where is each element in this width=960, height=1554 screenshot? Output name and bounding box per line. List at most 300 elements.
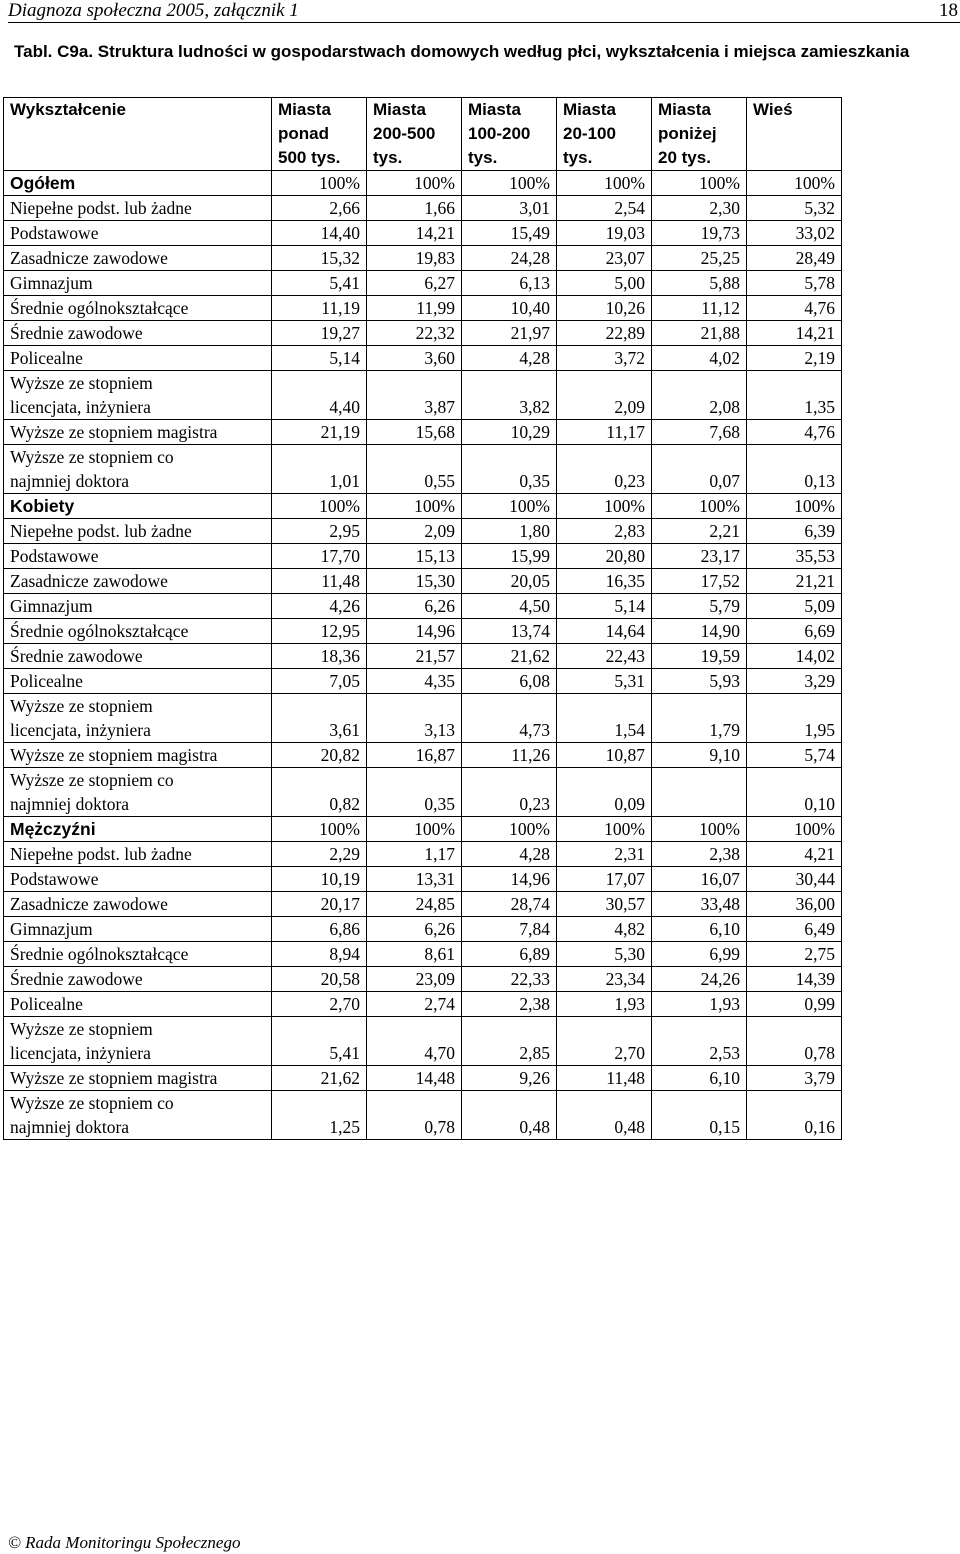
value-cell: 4,26 <box>272 594 367 619</box>
value-cell: 11,17 <box>557 420 652 445</box>
section-row <box>4 817 842 842</box>
value-cell: 3,61 <box>272 694 367 743</box>
value-cell: 0,48 <box>557 1091 652 1140</box>
row-label <box>4 420 272 445</box>
value-cell: 23,34 <box>557 967 652 992</box>
column-header-line: Miasta <box>468 100 521 119</box>
page-number: 18 <box>939 0 958 21</box>
value-cell: 2,29 <box>272 842 367 867</box>
value-cell: 2,38 <box>462 992 557 1017</box>
value-cell: 14,21 <box>747 321 842 346</box>
row-label-line: licencjata, inżyniera <box>10 720 151 740</box>
table-row <box>4 346 842 371</box>
value-cell: 20,82 <box>272 743 367 768</box>
value-cell: 5,31 <box>557 669 652 694</box>
row-label-line: Wyższe ze stopniem magistra <box>10 422 218 442</box>
row-label-line: Policealne <box>10 671 83 691</box>
value-cell: 24,26 <box>652 967 747 992</box>
row-label-line: Średnie ogólnokształcące <box>10 298 189 318</box>
value-cell: 1,01 <box>272 445 367 494</box>
value-cell: 5,14 <box>557 594 652 619</box>
value-cell: 10,40 <box>462 296 557 321</box>
value-cell: 4,35 <box>367 669 462 694</box>
section-total-cell: 100% <box>652 817 747 842</box>
table-row <box>4 669 842 694</box>
value-cell: 1,93 <box>557 992 652 1017</box>
value-cell: 2,09 <box>367 519 462 544</box>
table-row <box>4 842 842 867</box>
row-label-line: Policealne <box>10 348 83 368</box>
value-cell: 0,78 <box>747 1017 842 1066</box>
value-cell: 6,10 <box>652 1066 747 1091</box>
table-row <box>4 420 842 445</box>
table-row <box>4 1066 842 1091</box>
row-label <box>4 221 272 246</box>
section-total-cell: 100% <box>557 494 652 519</box>
table-row <box>4 371 842 420</box>
table-row <box>4 221 842 246</box>
value-cell: 16,35 <box>557 569 652 594</box>
value-cell: 5,30 <box>557 942 652 967</box>
value-cell: 4,70 <box>367 1017 462 1066</box>
value-cell: 10,26 <box>557 296 652 321</box>
column-header-line: 100-200 <box>468 124 531 143</box>
value-cell: 6,08 <box>462 669 557 694</box>
value-cell: 19,73 <box>652 221 747 246</box>
row-label-line: Niepełne podst. lub żadne <box>10 844 192 864</box>
value-cell: 5,78 <box>747 271 842 296</box>
column-header-line: poniżej <box>658 124 717 143</box>
value-cell: 3,72 <box>557 346 652 371</box>
value-cell: 2,21 <box>652 519 747 544</box>
row-label <box>4 569 272 594</box>
value-cell: 7,05 <box>272 669 367 694</box>
value-cell: 8,61 <box>367 942 462 967</box>
table-row <box>4 942 842 967</box>
value-cell: 6,39 <box>747 519 842 544</box>
table-row <box>4 321 842 346</box>
value-cell: 4,76 <box>747 420 842 445</box>
section-total-cell: 100% <box>747 494 842 519</box>
value-cell: 4,50 <box>462 594 557 619</box>
row-label <box>4 519 272 544</box>
value-cell: 17,07 <box>557 867 652 892</box>
value-cell: 0,16 <box>747 1091 842 1140</box>
value-cell: 3,79 <box>747 1066 842 1091</box>
value-cell: 2,08 <box>652 371 747 420</box>
value-cell: 15,99 <box>462 544 557 569</box>
value-cell: 16,87 <box>367 743 462 768</box>
value-cell: 14,21 <box>367 221 462 246</box>
value-cell: 23,07 <box>557 246 652 271</box>
row-label <box>4 892 272 917</box>
value-cell: 21,21 <box>747 569 842 594</box>
column-header-6 <box>747 98 842 171</box>
value-cell: 12,95 <box>272 619 367 644</box>
value-cell: 4,21 <box>747 842 842 867</box>
value-cell: 2,74 <box>367 992 462 1017</box>
value-cell: 6,69 <box>747 619 842 644</box>
table-row <box>4 271 842 296</box>
row-label-line: Gimnazjum <box>10 919 93 939</box>
value-cell: 4,73 <box>462 694 557 743</box>
value-cell: 22,89 <box>557 321 652 346</box>
value-cell: 0,35 <box>462 445 557 494</box>
table-row <box>4 867 842 892</box>
table-header-row <box>4 98 842 171</box>
value-cell: 15,49 <box>462 221 557 246</box>
column-header-5 <box>652 98 747 171</box>
row-label <box>4 619 272 644</box>
value-cell: 6,99 <box>652 942 747 967</box>
footer-copyright: © Rada Monitoringu Społecznego <box>8 1533 241 1552</box>
value-cell: 24,85 <box>367 892 462 917</box>
value-cell: 17,52 <box>652 569 747 594</box>
value-cell: 2,66 <box>272 196 367 221</box>
table-body <box>4 171 842 1140</box>
value-cell: 25,25 <box>652 246 747 271</box>
value-cell: 0,82 <box>272 768 367 817</box>
table-title: Tabl. C9a. Struktura ludności w gospodarstwach domowych według płci, wykształcenia i miejsca zamieszkania <box>14 42 910 61</box>
section-total-cell: 100% <box>272 171 367 196</box>
row-label <box>4 842 272 867</box>
row-label-line: Średnie zawodowe <box>10 646 143 666</box>
value-cell: 20,58 <box>272 967 367 992</box>
value-cell: 0,48 <box>462 1091 557 1140</box>
row-label <box>4 967 272 992</box>
value-cell: 4,02 <box>652 346 747 371</box>
section-total-cell: 100% <box>272 817 367 842</box>
value-cell: 14,90 <box>652 619 747 644</box>
value-cell: 18,36 <box>272 644 367 669</box>
row-label-line: Gimnazjum <box>10 596 93 616</box>
value-cell: 5,00 <box>557 271 652 296</box>
row-label-line: licencjata, inżyniera <box>10 1043 151 1063</box>
value-cell: 0,13 <box>747 445 842 494</box>
value-cell: 0,35 <box>367 768 462 817</box>
value-cell: 10,29 <box>462 420 557 445</box>
row-label <box>4 271 272 296</box>
value-cell: 6,13 <box>462 271 557 296</box>
value-cell: 19,59 <box>652 644 747 669</box>
section-row <box>4 171 842 196</box>
row-label <box>4 867 272 892</box>
value-cell: 11,48 <box>557 1066 652 1091</box>
value-cell: 8,94 <box>272 942 367 967</box>
value-cell: 1,66 <box>367 196 462 221</box>
column-header-line: tys. <box>468 148 498 167</box>
value-cell: 3,82 <box>462 371 557 420</box>
table-row <box>4 892 842 917</box>
row-label-line: Wyższe ze stopniem co <box>10 1093 174 1113</box>
value-cell: 0,55 <box>367 445 462 494</box>
row-label-line: Niepełne podst. lub żadne <box>10 521 192 541</box>
table-row <box>4 519 842 544</box>
value-cell: 3,01 <box>462 196 557 221</box>
section-total-cell: 100% <box>747 171 842 196</box>
value-cell: 23,17 <box>652 544 747 569</box>
value-cell: 11,48 <box>272 569 367 594</box>
value-cell: 20,05 <box>462 569 557 594</box>
value-cell: 2,70 <box>557 1017 652 1066</box>
row-label <box>4 1017 272 1066</box>
row-label <box>4 644 272 669</box>
value-cell: 15,30 <box>367 569 462 594</box>
table-row <box>4 544 842 569</box>
row-label <box>4 768 272 817</box>
value-cell: 5,74 <box>747 743 842 768</box>
value-cell: 6,89 <box>462 942 557 967</box>
table-row <box>4 1091 842 1140</box>
value-cell: 30,57 <box>557 892 652 917</box>
row-label-line: Średnie ogólnokształcące <box>10 944 189 964</box>
value-cell: 4,76 <box>747 296 842 321</box>
value-cell: 17,70 <box>272 544 367 569</box>
row-label-line: Gimnazjum <box>10 273 93 293</box>
value-cell: 36,00 <box>747 892 842 917</box>
value-cell: 1,54 <box>557 694 652 743</box>
section-total-cell: 100% <box>367 494 462 519</box>
value-cell: 2,83 <box>557 519 652 544</box>
table-row <box>4 917 842 942</box>
value-cell: 22,43 <box>557 644 652 669</box>
value-cell: 4,28 <box>462 842 557 867</box>
table-row <box>4 619 842 644</box>
value-cell: 33,02 <box>747 221 842 246</box>
row-label <box>4 743 272 768</box>
row-label-line: Niepełne podst. lub żadne <box>10 198 192 218</box>
row-label-line: Zasadnicze zawodowe <box>10 248 168 268</box>
row-label-line: Średnie zawodowe <box>10 969 143 989</box>
row-label <box>4 544 272 569</box>
row-label <box>4 917 272 942</box>
column-header-3 <box>462 98 557 171</box>
row-label-line: Policealne <box>10 994 83 1014</box>
value-cell: 2,19 <box>747 346 842 371</box>
value-cell: 2,95 <box>272 519 367 544</box>
value-cell: 11,99 <box>367 296 462 321</box>
row-label-line: Wyższe ze stopniem magistra <box>10 745 218 765</box>
value-cell: 21,19 <box>272 420 367 445</box>
value-cell: 16,07 <box>652 867 747 892</box>
value-cell: 7,84 <box>462 917 557 942</box>
value-cell: 5,14 <box>272 346 367 371</box>
row-label-line: Średnie ogólnokształcące <box>10 621 189 641</box>
value-cell: 14,96 <box>462 867 557 892</box>
value-cell: 5,93 <box>652 669 747 694</box>
column-header-line: 20 tys. <box>658 148 711 167</box>
value-cell: 21,57 <box>367 644 462 669</box>
row-label-line: Podstawowe <box>10 546 99 566</box>
row-label-line: Wyższe ze stopniem <box>10 1019 153 1039</box>
table-row <box>4 445 842 494</box>
value-cell: 22,32 <box>367 321 462 346</box>
row-label <box>4 1066 272 1091</box>
table-row <box>4 1017 842 1066</box>
value-cell: 20,80 <box>557 544 652 569</box>
column-header-1 <box>272 98 367 171</box>
value-cell <box>652 768 747 817</box>
value-cell: 28,74 <box>462 892 557 917</box>
section-total-cell: 100% <box>652 494 747 519</box>
table-row <box>4 743 842 768</box>
value-cell: 3,87 <box>367 371 462 420</box>
section-total-cell: 100% <box>652 171 747 196</box>
value-cell: 2,75 <box>747 942 842 967</box>
column-header-line: Miasta <box>278 100 331 119</box>
value-cell: 14,48 <box>367 1066 462 1091</box>
row-label <box>4 196 272 221</box>
value-cell: 14,96 <box>367 619 462 644</box>
column-header-line: tys. <box>373 148 403 167</box>
value-cell: 6,27 <box>367 271 462 296</box>
row-label <box>4 1091 272 1140</box>
value-cell: 15,13 <box>367 544 462 569</box>
row-label-line: najmniej doktora <box>10 471 130 491</box>
column-header-line: Miasta <box>373 100 426 119</box>
column-header-line: tys. <box>563 148 593 167</box>
table-row <box>4 296 842 321</box>
row-label <box>4 942 272 967</box>
row-label-line: Wyższe ze stopniem <box>10 373 153 393</box>
table-row <box>4 196 842 221</box>
value-cell: 5,09 <box>747 594 842 619</box>
value-cell: 2,38 <box>652 842 747 867</box>
value-cell: 19,03 <box>557 221 652 246</box>
value-cell: 21,88 <box>652 321 747 346</box>
value-cell: 4,40 <box>272 371 367 420</box>
education-structure-table <box>3 97 842 1140</box>
value-cell: 22,33 <box>462 967 557 992</box>
value-cell: 3,29 <box>747 669 842 694</box>
row-label-line: Zasadnicze zawodowe <box>10 894 168 914</box>
value-cell: 2,09 <box>557 371 652 420</box>
section-total-cell: 100% <box>557 817 652 842</box>
value-cell: 11,19 <box>272 296 367 321</box>
row-label-line: Podstawowe <box>10 223 99 243</box>
value-cell: 14,40 <box>272 221 367 246</box>
value-cell: 7,68 <box>652 420 747 445</box>
value-cell: 3,60 <box>367 346 462 371</box>
column-header-line: Miasta <box>563 100 616 119</box>
value-cell: 19,83 <box>367 246 462 271</box>
value-cell: 5,32 <box>747 196 842 221</box>
value-cell: 2,31 <box>557 842 652 867</box>
value-cell: 6,26 <box>367 917 462 942</box>
column-header-line: 200-500 <box>373 124 436 143</box>
row-label <box>4 346 272 371</box>
value-cell: 5,41 <box>272 271 367 296</box>
row-label <box>4 594 272 619</box>
value-cell: 0,07 <box>652 445 747 494</box>
column-header-line: 20-100 <box>563 124 616 143</box>
value-cell: 20,17 <box>272 892 367 917</box>
value-cell: 0,23 <box>557 445 652 494</box>
page-header <box>8 0 960 23</box>
section-total-cell: 100% <box>462 817 557 842</box>
value-cell: 33,48 <box>652 892 747 917</box>
column-header-education <box>4 98 272 171</box>
value-cell: 24,28 <box>462 246 557 271</box>
section-label: Ogółem <box>4 171 272 196</box>
value-cell: 9,10 <box>652 743 747 768</box>
value-cell: 21,97 <box>462 321 557 346</box>
value-cell: 0,78 <box>367 1091 462 1140</box>
section-label: Kobiety <box>4 494 272 519</box>
value-cell: 10,87 <box>557 743 652 768</box>
section-total-cell: 100% <box>557 171 652 196</box>
value-cell: 19,27 <box>272 321 367 346</box>
value-cell: 5,41 <box>272 1017 367 1066</box>
value-cell: 0,10 <box>747 768 842 817</box>
row-label-line: Wyższe ze stopniem co <box>10 447 174 467</box>
value-cell: 3,13 <box>367 694 462 743</box>
table-row <box>4 992 842 1017</box>
table-row <box>4 644 842 669</box>
value-cell: 35,53 <box>747 544 842 569</box>
section-total-cell: 100% <box>747 817 842 842</box>
column-header-line: Wykształcenie <box>10 100 126 119</box>
value-cell: 21,62 <box>272 1066 367 1091</box>
value-cell: 1,95 <box>747 694 842 743</box>
value-cell: 0,23 <box>462 768 557 817</box>
value-cell: 1,25 <box>272 1091 367 1140</box>
value-cell: 0,15 <box>652 1091 747 1140</box>
value-cell: 2,70 <box>272 992 367 1017</box>
row-label-line: najmniej doktora <box>10 1117 130 1137</box>
value-cell: 1,79 <box>652 694 747 743</box>
value-cell: 1,80 <box>462 519 557 544</box>
table-row <box>4 594 842 619</box>
row-label-line: Zasadnicze zawodowe <box>10 571 168 591</box>
table-row <box>4 569 842 594</box>
value-cell: 14,64 <box>557 619 652 644</box>
value-cell: 5,88 <box>652 271 747 296</box>
value-cell: 1,35 <box>747 371 842 420</box>
column-header-line: ponad <box>278 124 329 143</box>
row-label <box>4 296 272 321</box>
row-label <box>4 321 272 346</box>
value-cell: 9,26 <box>462 1066 557 1091</box>
value-cell: 2,85 <box>462 1017 557 1066</box>
section-total-cell: 100% <box>462 171 557 196</box>
value-cell: 6,86 <box>272 917 367 942</box>
value-cell: 5,79 <box>652 594 747 619</box>
table-row <box>4 967 842 992</box>
row-label <box>4 694 272 743</box>
value-cell: 14,02 <box>747 644 842 669</box>
section-total-cell: 100% <box>462 494 557 519</box>
value-cell: 6,10 <box>652 917 747 942</box>
value-cell: 1,93 <box>652 992 747 1017</box>
row-label <box>4 371 272 420</box>
row-label-line: najmniej doktora <box>10 794 130 814</box>
row-label <box>4 992 272 1017</box>
value-cell: 4,82 <box>557 917 652 942</box>
value-cell: 15,68 <box>367 420 462 445</box>
value-cell: 15,32 <box>272 246 367 271</box>
value-cell: 2,53 <box>652 1017 747 1066</box>
document-title: Diagnoza społeczna 2005, załącznik 1 <box>8 0 299 21</box>
row-label-line: Wyższe ze stopniem co <box>10 770 174 790</box>
column-header-2 <box>367 98 462 171</box>
value-cell: 13,74 <box>462 619 557 644</box>
row-label-line: Podstawowe <box>10 869 99 889</box>
value-cell: 11,26 <box>462 743 557 768</box>
value-cell: 21,62 <box>462 644 557 669</box>
value-cell: 1,17 <box>367 842 462 867</box>
row-label-line: Wyższe ze stopniem <box>10 696 153 716</box>
